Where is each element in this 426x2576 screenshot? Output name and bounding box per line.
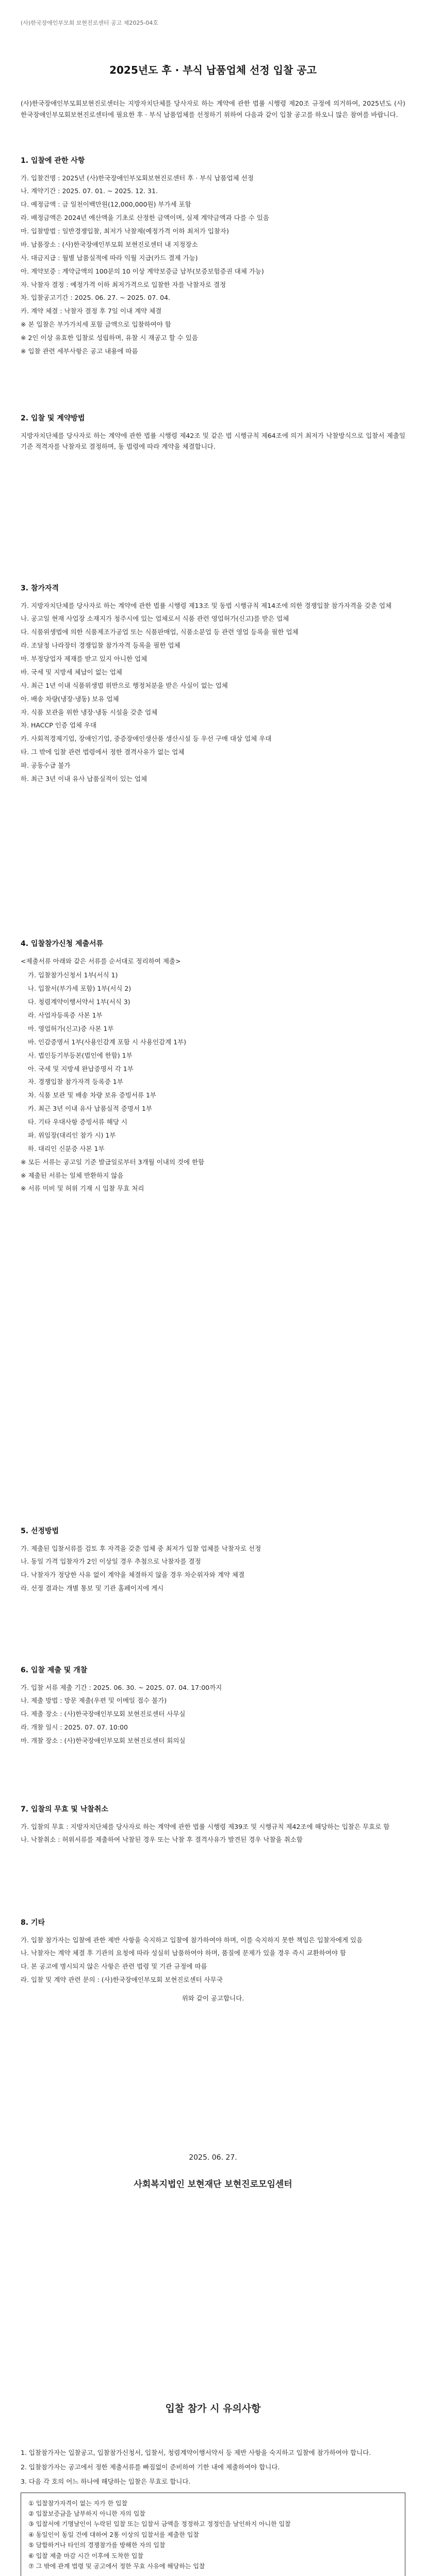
section-heading: 8. 기타 (21, 1919, 45, 1927)
intro-text: (사)한국장애인부모회보현진로센터는 지방자치단체를 당사자로 하는 계약에 관한 법률 시행령 제20조 규정에 의거하여, 2025년도 (사)한국장애인부모회보현진로센터에 필요한 후 · 부식 납품업체를 선정하기 위하여 다음과 같이 입찰 공고를 하오니 많은 참여를 바랍니다. (21, 99, 405, 118)
list-item: 나. 입찰서(부가세 포함) 1부(서식 2) (28, 985, 132, 993)
doc-header: (사)한국장애인부모회 보현진로센터 공고 제2025-04호 (21, 20, 158, 26)
list-item: 카. 사회적경제기업, 장애인기업, 중증장애인생산품 생산시설 등 우선 구매 대상 업체 우대 (21, 735, 272, 743)
list-item: 다. 예정금액 : 금 일천이백만원(12,000,000원) 부가세 포함 (21, 200, 191, 209)
list-item: 사. 최근 1년 이내 식품위생법 위반으로 행정처분을 받은 사실이 없는 업체 (21, 681, 228, 689)
section-heading: 3. 참가자격 (21, 584, 59, 592)
list-item: 바. 국세 및 지방세 체납이 없는 업체 (21, 668, 122, 676)
list-item: 나. 낙찰자는 계약 체결 후 기관의 요청에 따라 성실히 납품하여야 하며, 품질에 문제가 있을 경우 즉시 교환하여야 함 (21, 1949, 346, 1957)
box-item: ④ 동일인이 동일 건에 대하여 2통 이상의 입찰서를 제출한 입찰 (28, 2531, 199, 2538)
list-item: 가. 입찰참가신청서 1부(서식 1) (28, 971, 118, 979)
list-item: 차. 입찰공고기간 : 2025. 06. 27. ~ 2025. 07. 04. (21, 294, 171, 302)
list-item: 나. 계약기간 : 2025. 07. 01. ~ 2025. 12. 31. (21, 187, 158, 195)
box-item: ③ 입찰서에 기명날인이 누락된 입찰 또는 입찰서 금액을 정정하고 정정인을 날인하지 아니한 입찰 (28, 2520, 291, 2528)
list-item: 아. 배송 차량(냉장·냉동) 보유 업체 (21, 694, 119, 703)
notice-date: 2025. 06. 27. (189, 2154, 237, 2162)
section-title: 입찰 참가 시 유의사항 (165, 2403, 261, 2414)
organization-name: 사회복지법인 보현재단 보현진로모임센터 (134, 2179, 292, 2190)
list-item: 3. 다음 각 호의 어느 하나에 해당하는 입찰은 무효로 합니다. (21, 2477, 191, 2485)
list-item: 라. 배정금액은 2024년 예산액을 기초로 산정한 금액이며, 실제 계약금액과 다를 수 있음 (21, 214, 269, 222)
list-item: 가. 제출된 입찰서류를 검토 후 자격을 갖춘 업체 중 최저가 입찰 업체를 낙찰자로 선정 (21, 1544, 261, 1552)
box-item: ⑥ 입찰 제출 마감 시간 이후에 도착한 입찰 (28, 2552, 143, 2560)
box-item: ① 입찰참가자격이 없는 자가 한 입찰 (28, 2499, 128, 2507)
note: ※ 모든 서류는 공고일 기준 발급일로부터 3개월 이내의 것에 한함 (21, 1158, 205, 1166)
list-item: 2. 입찰참가자는 공고에서 정한 제출서류를 빠짐없이 준비하여 기한 내에 제출하여야 합니다. (21, 2463, 280, 2471)
list-item: 나. 동일 가격 입찰자가 2인 이상일 경우 추첨으로 낙찰자를 결정 (21, 1557, 201, 1566)
list-item: 가. 입찰 참가자는 입찰에 관한 제반 사항을 숙지하고 입찰에 참가하여야 하며, 이를 숙지하지 못한 책임은 입찰자에게 있음 (21, 1936, 363, 1944)
list-item: 아. 국세 및 지방세 완납증명서 각 1부 (28, 1064, 134, 1073)
section-1 (21, 155, 405, 359)
section-5 (21, 1525, 405, 1596)
section-4 (21, 938, 405, 1196)
section-lead: <제출서류 아래와 같은 서류를 순서대로 정리하여 제출> (21, 957, 181, 965)
rule-box (21, 2493, 405, 2576)
intro (21, 98, 405, 124)
list-item: 자. 경쟁입찰 참가자격 등록증 1부 (28, 1078, 123, 1086)
note: ※ 본 입찰은 부가가치세 포함 금액으로 입찰하여야 함 (21, 320, 171, 329)
list-item: 카. 계약 체결 : 낙찰자 결정 후 7일 이내 계약 체결 (21, 307, 162, 315)
page-title: 2025년도 후 · 부식 납품업체 선정 입찰 공고 (109, 64, 317, 76)
list-item: 라. 선정 결과는 개별 통보 및 기관 홈페이지에 게시 (21, 1584, 164, 1592)
list-item: 타. 기타 우대사항 증빙서류 해당 시 (28, 1118, 127, 1126)
list-item: 라. 조달청 나라장터 경쟁입찰 참가자격 등록을 필한 업체 (21, 641, 181, 650)
list-item: 파. 위임장(대리인 참가 시) 1부 (28, 1131, 116, 1139)
list-item: 가. 입찰건명 : 2025년 (사)한국장애인부모회보현진로센터 후 · 부식 납품업체 선정 (21, 174, 254, 182)
list-item: 다. 식품위생법에 의한 식품제조가공업 또는 식품판매업, 식품소분업 등 관련 영업 등록을 필한 업체 (21, 628, 299, 636)
list-item: 다. 청렴계약이행서약서 1부(서식 3) (28, 998, 130, 1006)
list-item: 나. 공고일 현재 사업장 소재지가 청주시에 있는 업체로서 식품 관련 영업허가(신고)를 받은 업체 (21, 615, 289, 623)
list-item: 자. 낙찰자 결정 : 예정가격 이하 최저가격으로 입찰한 자를 낙찰자로 결정 (21, 280, 226, 289)
note: ※ 2인 이상 유효한 입찰로 성립하며, 유찰 시 재공고 할 수 있음 (21, 334, 198, 342)
list-item: 차. HACCP 인증 업체 우대 (21, 721, 97, 730)
note: ※ 입찰 관련 세부사항은 공고 내용에 따름 (21, 347, 138, 355)
section-heading: 2. 입찰 및 계약방법 (21, 414, 85, 422)
list-item: 다. 낙찰자가 정당한 사유 없이 계약을 체결하지 않을 경우 차순위자와 계약 체결 (21, 1571, 245, 1579)
list-item: 다. 제출 장소 : (사)한국장애인부모회 보현진로센터 사무실 (21, 1710, 186, 1718)
box-item: ② 입찰보증금을 납부하지 아니한 자의 입찰 (28, 2510, 145, 2518)
list-item: 파. 공동수급 불가 (21, 761, 71, 769)
list-item: 사. 대금지급 : 월별 납품실적에 따라 익월 지급(카드 결제 가능) (21, 253, 198, 262)
box-item: ⑦ 그 밖에 관계 법령 및 공고에서 정한 무효 사유에 해당하는 입찰 (28, 2562, 205, 2570)
section-heading: 1. 입찰에 관한 사항 (21, 157, 85, 165)
list-item: 가. 입찰의 무효 : 지방자치단체를 당사자로 하는 계약에 관한 법률 시행령 제39조 및 시행규칙 제42조에 해당하는 입찰은 무효로 함 (21, 1822, 390, 1831)
section-2 (21, 412, 405, 455)
list-item: 라. 개찰 일시 : 2025. 07. 07. 10:00 (21, 1723, 128, 1732)
list-item: 바. 납품장소 : (사)한국장애인부모회 보현진로센터 내 지정장소 (21, 240, 198, 248)
section-8 (21, 1917, 405, 2007)
list-item: 타. 그 밖에 입찰 관련 법령에서 정한 결격사유가 없는 업체 (21, 748, 185, 756)
closing-text: 위와 같이 공고합니다. (182, 1994, 244, 2002)
list-item: 자. 식품 보관을 위한 냉장·냉동 시설을 갖춘 업체 (21, 708, 158, 716)
section-6 (21, 1664, 405, 1749)
list-item: 가. 입찰 서류 제출 기간 : 2025. 06. 30. ~ 2025. 07. 04. 17:00까지 (21, 1683, 222, 1691)
section-heading: 4. 입찰참가신청 제출서류 (21, 940, 104, 948)
list-item: 마. 개찰 장소 : (사)한국장애인부모회 보현진로센터 회의실 (21, 1737, 186, 1744)
list-item: 라. 사업자등록증 사본 1부 (28, 1011, 103, 1019)
list-item: 바. 인감증명서 1부(사용인감계 포함 시 사용인감계 1부) (28, 1038, 187, 1046)
list-item: 아. 계약보증 : 계약금액의 100분의 10 이상 계약보증금 납부(보증보험증권 대체 가능) (21, 267, 264, 275)
list-item: 마. 입찰방법 : 일반경쟁입찰, 최저가 낙찰제(예정가격 이하 최저가 입찰자) (21, 227, 229, 235)
section-heading: 5. 선정방법 (21, 1527, 59, 1535)
list-item: 다. 본 공고에 명시되지 않은 사항은 관련 법령 및 기관 규정에 따름 (21, 1962, 207, 1971)
notice-section (21, 2447, 405, 2576)
list-item: 하. 최근 3년 이내 유사 납품실적이 있는 업체 (21, 774, 148, 783)
section-heading: 6. 입찰 제출 및 개찰 (21, 1666, 88, 1674)
section-text: 지방자치단체를 당사자로 하는 계약에 관한 법률 시행령 제42조 및 같은 법 시행규칙 제64조에 의거 최저가 낙찰방식으로 입찰서 제출일 기준 적격자를 낙찰자로 결정하며, 동 법령에 따라 계약을 체결합니다. (21, 431, 405, 451)
note: ※ 제출된 서류는 일체 반환하지 않음 (21, 1171, 124, 1179)
list-item: 사. 법인등기부등본(법인에 한함) 1부 (28, 1051, 133, 1059)
note: ※ 서류 미비 및 허위 기재 시 입찰 무효 처리 (21, 1184, 144, 1193)
list-item: 마. 부정당업자 제재를 받고 있지 아니한 업체 (21, 655, 148, 663)
list-item: 나. 낙찰취소 : 허위서류를 제출하여 낙찰된 경우 또는 낙찰 후 결격사유가 발견된 경우 낙찰을 취소함 (21, 1836, 303, 1844)
list-item: 1. 입찰참가자는 입찰공고, 입찰참가신청서, 입찰서, 청렴계약이행서약서 등 제반 사항을 숙지하고 입찰에 참가하여야 합니다. (21, 2449, 371, 2456)
list-item: 가. 지방자치단체를 당사자로 하는 계약에 관한 법률 시행령 제13조 및 동법 시행규칙 제14조에 의한 경쟁입찰 참가자격을 갖춘 업체 (21, 601, 392, 609)
list-item: 나. 제출 방법 : 방문 제출(우편 및 이메일 접수 불가) (21, 1697, 167, 1705)
list-item: 차. 식품 보관 및 배송 차량 보유 증빙서류 1부 (28, 1091, 156, 1099)
section-7 (21, 1803, 405, 1848)
list-item: 카. 최근 3년 이내 유사 납품실적 증명서 1부 (28, 1105, 152, 1113)
section-3 (21, 582, 405, 787)
list-item: 라. 입찰 및 계약 관련 문의 : (사)한국장애인부모회 보현진로센터 사무국 (21, 1976, 223, 1984)
list-item: 마. 영업허가(신고)증 사본 1부 (28, 1024, 114, 1032)
section-heading: 7. 입찰의 무효 및 낙찰취소 (21, 1805, 108, 1814)
list-item: 하. 대리인 신분증 사본 1부 (28, 1144, 105, 1153)
box-item: ⑤ 담합하거나 타인의 경쟁참가를 방해한 자의 입찰 (28, 2541, 166, 2549)
